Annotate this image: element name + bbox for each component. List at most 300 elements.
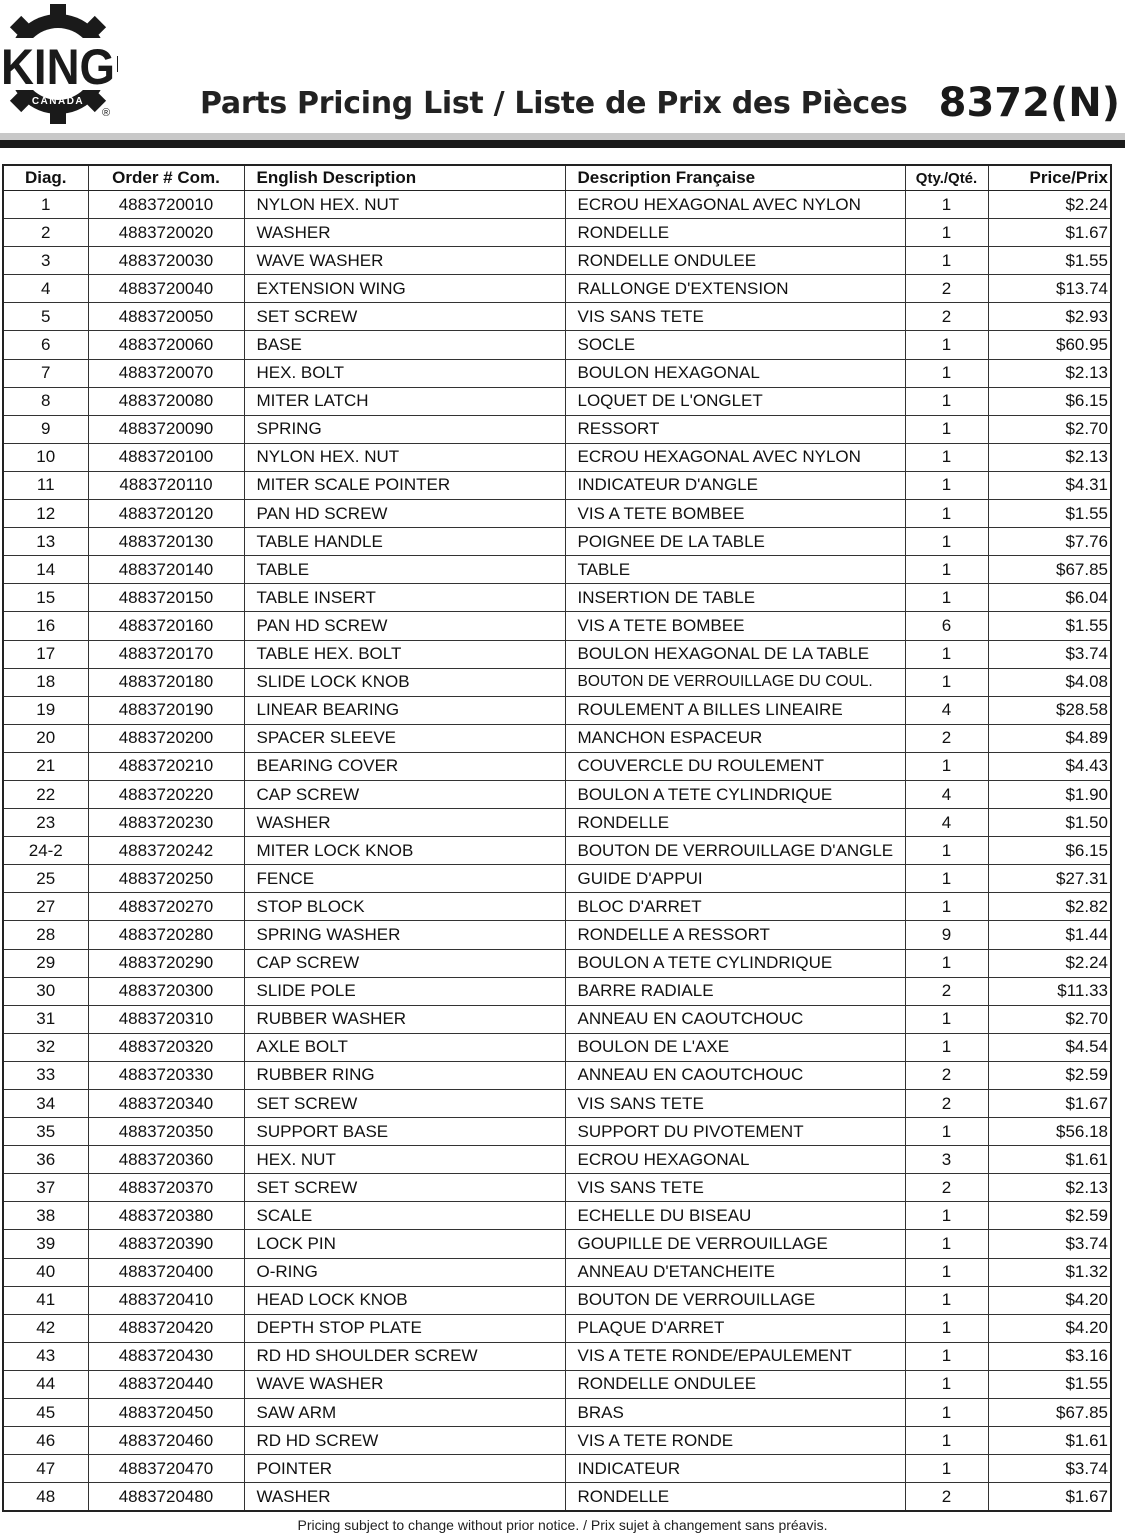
col-header-french: Description Française <box>565 165 905 191</box>
cell-order-number: 4883720160 <box>88 612 244 640</box>
cell-price: $3.74 <box>988 640 1111 668</box>
cell-french-description: RALLONGE D'EXTENSION <box>565 275 905 303</box>
cell-order-number: 4883720210 <box>88 752 244 780</box>
col-header-qty: Qty./Qté. <box>905 165 988 191</box>
cell-diag: 9 <box>3 415 88 443</box>
cell-diag: 11 <box>3 471 88 499</box>
cell-english-description: WAVE WASHER <box>244 247 565 275</box>
cell-french-description: INDICATEUR D'ANGLE <box>565 471 905 499</box>
cell-french-description: VIS A TETE RONDE <box>565 1427 905 1455</box>
cell-french-description: VIS SANS TETE <box>565 1174 905 1202</box>
cell-quantity: 1 <box>905 865 988 893</box>
cell-quantity: 9 <box>905 921 988 949</box>
cell-quantity: 1 <box>905 640 988 668</box>
cell-price: $1.50 <box>988 809 1111 837</box>
cell-french-description: RONDELLE ONDULEE <box>565 1370 905 1398</box>
king-canada-logo <box>0 0 125 128</box>
cell-price: $1.67 <box>988 1483 1111 1512</box>
cell-order-number: 4883720020 <box>88 219 244 247</box>
cell-quantity: 1 <box>905 752 988 780</box>
cell-quantity: 2 <box>905 1483 988 1512</box>
table-row <box>3 1061 1111 1089</box>
cell-quantity: 1 <box>905 500 988 528</box>
col-header-price: Price/Prix <box>988 165 1111 191</box>
cell-price: $4.08 <box>988 668 1111 696</box>
cell-english-description: TABLE INSERT <box>244 584 565 612</box>
table-row <box>3 275 1111 303</box>
cell-diag: 6 <box>3 331 88 359</box>
cell-french-description: INDICATEUR <box>565 1455 905 1483</box>
cell-order-number: 4883720420 <box>88 1314 244 1342</box>
cell-quantity: 2 <box>905 1090 988 1118</box>
cell-price: $4.20 <box>988 1314 1111 1342</box>
cell-order-number: 4883720220 <box>88 780 244 808</box>
cell-quantity: 4 <box>905 780 988 808</box>
cell-english-description: BEARING COVER <box>244 752 565 780</box>
cell-diag: 24-2 <box>3 837 88 865</box>
cell-order-number: 4883720440 <box>88 1370 244 1398</box>
cell-french-description: INSERTION DE TABLE <box>565 584 905 612</box>
cell-diag: 8 <box>3 387 88 415</box>
cell-quantity: 2 <box>905 1174 988 1202</box>
cell-french-description: BARRE RADIALE <box>565 977 905 1005</box>
cell-english-description: FENCE <box>244 865 565 893</box>
table-row <box>3 780 1111 808</box>
cell-diag: 41 <box>3 1286 88 1314</box>
cell-french-description: LOQUET DE L'ONGLET <box>565 387 905 415</box>
cell-english-description: MITER LATCH <box>244 387 565 415</box>
cell-diag: 20 <box>3 724 88 752</box>
cell-english-description: SUPPORT BASE <box>244 1118 565 1146</box>
cell-price: $1.32 <box>988 1258 1111 1286</box>
cell-quantity: 2 <box>905 275 988 303</box>
table-row <box>3 724 1111 752</box>
cell-diag: 28 <box>3 921 88 949</box>
cell-price: $1.61 <box>988 1146 1111 1174</box>
cell-english-description: EXTENSION WING <box>244 275 565 303</box>
cell-order-number: 4883720200 <box>88 724 244 752</box>
cell-order-number: 4883720270 <box>88 893 244 921</box>
cell-price: $1.90 <box>988 780 1111 808</box>
cell-diag: 15 <box>3 584 88 612</box>
table-row <box>3 752 1111 780</box>
cell-order-number: 4883720150 <box>88 584 244 612</box>
cell-quantity: 1 <box>905 471 988 499</box>
cell-price: $11.33 <box>988 977 1111 1005</box>
cell-diag: 35 <box>3 1118 88 1146</box>
table-row <box>3 556 1111 584</box>
table-row <box>3 1090 1111 1118</box>
cell-english-description: SET SCREW <box>244 303 565 331</box>
cell-english-description: SET SCREW <box>244 1174 565 1202</box>
cell-french-description: GOUPILLE DE VERROUILLAGE <box>565 1230 905 1258</box>
cell-french-description: ECROU HEXAGONAL AVEC NYLON <box>565 443 905 471</box>
cell-quantity: 3 <box>905 1146 988 1174</box>
cell-price: $3.74 <box>988 1230 1111 1258</box>
cell-quantity: 1 <box>905 1427 988 1455</box>
table-row <box>3 1483 1111 1512</box>
cell-price: $60.95 <box>988 331 1111 359</box>
cell-diag: 33 <box>3 1061 88 1089</box>
cell-diag: 45 <box>3 1399 88 1427</box>
cell-quantity: 2 <box>905 724 988 752</box>
table-row <box>3 809 1111 837</box>
cell-order-number: 4883720050 <box>88 303 244 331</box>
col-header-english: English Description <box>244 165 565 191</box>
table-row <box>3 1455 1111 1483</box>
cell-order-number: 4883720100 <box>88 443 244 471</box>
cell-quantity: 2 <box>905 303 988 331</box>
cell-english-description: SPRING <box>244 415 565 443</box>
header-rule-gray <box>0 133 1125 140</box>
cell-price: $4.20 <box>988 1286 1111 1314</box>
cell-diag: 3 <box>3 247 88 275</box>
cell-order-number: 4883720130 <box>88 528 244 556</box>
cell-diag: 42 <box>3 1314 88 1342</box>
cell-diag: 47 <box>3 1455 88 1483</box>
cell-english-description: BASE <box>244 331 565 359</box>
cell-diag: 2 <box>3 219 88 247</box>
table-row <box>3 612 1111 640</box>
cell-order-number: 4883720140 <box>88 556 244 584</box>
cell-quantity: 1 <box>905 668 988 696</box>
cell-price: $1.44 <box>988 921 1111 949</box>
cell-order-number: 4883720030 <box>88 247 244 275</box>
cell-quantity: 1 <box>905 1033 988 1061</box>
cell-order-number: 4883720400 <box>88 1258 244 1286</box>
cell-quantity: 1 <box>905 387 988 415</box>
cell-quantity: 1 <box>905 1230 988 1258</box>
cell-diag: 29 <box>3 949 88 977</box>
cell-french-description: RESSORT <box>565 415 905 443</box>
cell-diag: 7 <box>3 359 88 387</box>
cell-price: $2.24 <box>988 949 1111 977</box>
cell-quantity: 4 <box>905 696 988 724</box>
cell-price: $3.74 <box>988 1455 1111 1483</box>
table-row <box>3 247 1111 275</box>
cell-diag: 17 <box>3 640 88 668</box>
cell-quantity: 1 <box>905 837 988 865</box>
cell-french-description: BLOC D'ARRET <box>565 893 905 921</box>
cell-english-description: MITER SCALE POINTER <box>244 471 565 499</box>
cell-order-number: 4883720430 <box>88 1342 244 1370</box>
table-row <box>3 1202 1111 1230</box>
cell-order-number: 4883720310 <box>88 1005 244 1033</box>
parts-table <box>2 164 1112 1512</box>
cell-english-description: PAN HD SCREW <box>244 612 565 640</box>
cell-price: $4.31 <box>988 471 1111 499</box>
cell-diag: 18 <box>3 668 88 696</box>
cell-price: $3.16 <box>988 1342 1111 1370</box>
cell-price: $1.67 <box>988 219 1111 247</box>
cell-english-description: SLIDE LOCK KNOB <box>244 668 565 696</box>
table-row <box>3 949 1111 977</box>
cell-diag: 46 <box>3 1427 88 1455</box>
cell-price: $4.89 <box>988 724 1111 752</box>
cell-english-description: NYLON HEX. NUT <box>244 443 565 471</box>
cell-french-description: ECROU HEXAGONAL AVEC NYLON <box>565 191 905 219</box>
cell-diag: 32 <box>3 1033 88 1061</box>
cell-english-description: HEX. BOLT <box>244 359 565 387</box>
cell-quantity: 1 <box>905 443 988 471</box>
col-header-order: Order # Com. <box>88 165 244 191</box>
cell-price: $27.31 <box>988 865 1111 893</box>
cell-price: $67.85 <box>988 556 1111 584</box>
cell-quantity: 1 <box>905 1258 988 1286</box>
cell-price: $2.59 <box>988 1202 1111 1230</box>
cell-order-number: 4883720090 <box>88 415 244 443</box>
cell-french-description: SUPPORT DU PIVOTEMENT <box>565 1118 905 1146</box>
cell-french-description: RONDELLE <box>565 809 905 837</box>
cell-price: $1.55 <box>988 247 1111 275</box>
cell-english-description: AXLE BOLT <box>244 1033 565 1061</box>
cell-diag: 31 <box>3 1005 88 1033</box>
cell-english-description: LINEAR BEARING <box>244 696 565 724</box>
cell-price: $6.15 <box>988 387 1111 415</box>
cell-english-description: RUBBER WASHER <box>244 1005 565 1033</box>
cell-order-number: 4883720360 <box>88 1146 244 1174</box>
table-row <box>3 1005 1111 1033</box>
cell-price: $28.58 <box>988 696 1111 724</box>
cell-diag: 14 <box>3 556 88 584</box>
table-row <box>3 1118 1111 1146</box>
table-row <box>3 1314 1111 1342</box>
cell-english-description: HEAD LOCK KNOB <box>244 1286 565 1314</box>
cell-french-description: ECROU HEXAGONAL <box>565 1146 905 1174</box>
table-row <box>3 191 1111 219</box>
page-title: Parts Pricing List / Liste de Prix des Pièces <box>200 86 908 121</box>
cell-price: $1.67 <box>988 1090 1111 1118</box>
cell-order-number: 4883720390 <box>88 1230 244 1258</box>
cell-diag: 40 <box>3 1258 88 1286</box>
cell-english-description: WASHER <box>244 1483 565 1512</box>
cell-price: $1.55 <box>988 500 1111 528</box>
cell-english-description: SCALE <box>244 1202 565 1230</box>
cell-french-description: BOUTON DE VERROUILLAGE DU COUL. <box>565 668 905 696</box>
cell-order-number: 4883720230 <box>88 809 244 837</box>
cell-order-number: 4883720290 <box>88 949 244 977</box>
cell-french-description: RONDELLE <box>565 219 905 247</box>
cell-order-number: 4883720330 <box>88 1061 244 1089</box>
cell-order-number: 4883720110 <box>88 471 244 499</box>
cell-english-description: WASHER <box>244 809 565 837</box>
table-row <box>3 1146 1111 1174</box>
cell-french-description: SOCLE <box>565 331 905 359</box>
cell-price: $2.13 <box>988 359 1111 387</box>
cell-quantity: 1 <box>905 893 988 921</box>
table-row <box>3 1342 1111 1370</box>
cell-diag: 39 <box>3 1230 88 1258</box>
cell-french-description: VIS A TETE RONDE/EPAULEMENT <box>565 1342 905 1370</box>
cell-english-description: POINTER <box>244 1455 565 1483</box>
cell-quantity: 1 <box>905 949 988 977</box>
cell-english-description: MITER LOCK KNOB <box>244 837 565 865</box>
cell-price: $1.61 <box>988 1427 1111 1455</box>
cell-quantity: 1 <box>905 359 988 387</box>
cell-price: $2.13 <box>988 1174 1111 1202</box>
cell-price: $67.85 <box>988 1399 1111 1427</box>
cell-french-description: RONDELLE ONDULEE <box>565 247 905 275</box>
cell-diag: 30 <box>3 977 88 1005</box>
cell-french-description: ANNEAU D'ETANCHEITE <box>565 1258 905 1286</box>
cell-quantity: 1 <box>905 1118 988 1146</box>
cell-english-description: RD HD SHOULDER SCREW <box>244 1342 565 1370</box>
cell-order-number: 4883720070 <box>88 359 244 387</box>
table-row <box>3 471 1111 499</box>
cell-quantity: 1 <box>905 1005 988 1033</box>
cell-french-description: RONDELLE <box>565 1483 905 1512</box>
cell-english-description: HEX. NUT <box>244 1146 565 1174</box>
cell-order-number: 4883720470 <box>88 1455 244 1483</box>
table-row <box>3 1258 1111 1286</box>
cell-price: $6.15 <box>988 837 1111 865</box>
table-row <box>3 1427 1111 1455</box>
logo-sub-text: CANADA <box>31 96 85 107</box>
cell-diag: 34 <box>3 1090 88 1118</box>
table-row <box>3 331 1111 359</box>
table-row <box>3 584 1111 612</box>
cell-english-description: TABLE HANDLE <box>244 528 565 556</box>
cell-price: $2.59 <box>988 1061 1111 1089</box>
cell-order-number: 4883720280 <box>88 921 244 949</box>
cell-english-description: PAN HD SCREW <box>244 500 565 528</box>
cell-order-number: 4883720242 <box>88 837 244 865</box>
cell-quantity: 1 <box>905 584 988 612</box>
cell-diag: 25 <box>3 865 88 893</box>
table-row <box>3 893 1111 921</box>
cell-french-description: GUIDE D'APPUI <box>565 865 905 893</box>
cell-english-description: TABLE HEX. BOLT <box>244 640 565 668</box>
cell-diag: 44 <box>3 1370 88 1398</box>
cell-quantity: 1 <box>905 556 988 584</box>
cell-english-description: WAVE WASHER <box>244 1370 565 1398</box>
cell-french-description: ECHELLE DU BISEAU <box>565 1202 905 1230</box>
cell-order-number: 4883720190 <box>88 696 244 724</box>
table-row <box>3 640 1111 668</box>
model-number: 8372(N) <box>938 80 1120 126</box>
cell-price: $2.24 <box>988 191 1111 219</box>
cell-french-description: BOUTON DE VERROUILLAGE <box>565 1286 905 1314</box>
cell-english-description: CAP SCREW <box>244 949 565 977</box>
table-row <box>3 977 1111 1005</box>
cell-french-description: VIS A TETE BOMBEE <box>565 500 905 528</box>
cell-english-description: TABLE <box>244 556 565 584</box>
table-row <box>3 865 1111 893</box>
table-row <box>3 1230 1111 1258</box>
cell-english-description: LOCK PIN <box>244 1230 565 1258</box>
cell-order-number: 4883720300 <box>88 977 244 1005</box>
cell-french-description: POIGNEE DE LA TABLE <box>565 528 905 556</box>
cell-english-description: STOP BLOCK <box>244 893 565 921</box>
table-row <box>3 696 1111 724</box>
cell-diag: 21 <box>3 752 88 780</box>
cell-english-description: O-RING <box>244 1258 565 1286</box>
cell-french-description: ANNEAU EN CAOUTCHOUC <box>565 1061 905 1089</box>
cell-english-description: SAW ARM <box>244 1399 565 1427</box>
cell-diag: 19 <box>3 696 88 724</box>
table-row <box>3 837 1111 865</box>
cell-french-description: VIS A TETE BOMBEE <box>565 612 905 640</box>
table-row <box>3 415 1111 443</box>
cell-french-description: BOULON HEXAGONAL DE LA TABLE <box>565 640 905 668</box>
cell-diag: 23 <box>3 809 88 837</box>
cell-diag: 10 <box>3 443 88 471</box>
cell-diag: 43 <box>3 1342 88 1370</box>
table-row <box>3 443 1111 471</box>
cell-quantity: 1 <box>905 415 988 443</box>
cell-quantity: 1 <box>905 331 988 359</box>
cell-order-number: 4883720460 <box>88 1427 244 1455</box>
cell-french-description: ROULEMENT A BILLES LINEAIRE <box>565 696 905 724</box>
cell-order-number: 4883720080 <box>88 387 244 415</box>
cell-diag: 48 <box>3 1483 88 1512</box>
cell-order-number: 4883720040 <box>88 275 244 303</box>
cell-french-description: VIS SANS TETE <box>565 1090 905 1118</box>
cell-english-description: NYLON HEX. NUT <box>244 191 565 219</box>
table-row <box>3 528 1111 556</box>
cell-english-description: SET SCREW <box>244 1090 565 1118</box>
cell-diag: 37 <box>3 1174 88 1202</box>
cell-french-description: RONDELLE A RESSORT <box>565 921 905 949</box>
table-row <box>3 387 1111 415</box>
cell-quantity: 6 <box>905 612 988 640</box>
cell-diag: 16 <box>3 612 88 640</box>
cell-quantity: 1 <box>905 1202 988 1230</box>
cell-diag: 5 <box>3 303 88 331</box>
table-row <box>3 500 1111 528</box>
cell-french-description: BOUTON DE VERROUILLAGE D'ANGLE <box>565 837 905 865</box>
cell-order-number: 4883720350 <box>88 1118 244 1146</box>
cell-quantity: 1 <box>905 219 988 247</box>
cell-quantity: 2 <box>905 977 988 1005</box>
cell-price: $6.04 <box>988 584 1111 612</box>
cell-diag: 38 <box>3 1202 88 1230</box>
cell-quantity: 1 <box>905 247 988 275</box>
cell-quantity: 4 <box>905 809 988 837</box>
cell-french-description: BOULON A TETE CYLINDRIQUE <box>565 949 905 977</box>
table-row <box>3 1033 1111 1061</box>
cell-quantity: 1 <box>905 1399 988 1427</box>
table-header-row <box>3 165 1111 191</box>
cell-order-number: 4883720340 <box>88 1090 244 1118</box>
cell-english-description: WASHER <box>244 219 565 247</box>
cell-price: $2.82 <box>988 893 1111 921</box>
cell-order-number: 4883720320 <box>88 1033 244 1061</box>
logo-registered-mark: ® <box>101 107 111 119</box>
col-header-diag: Diag. <box>3 165 88 191</box>
cell-diag: 22 <box>3 780 88 808</box>
cell-french-description: BOULON HEXAGONAL <box>565 359 905 387</box>
cell-price: $2.93 <box>988 303 1111 331</box>
table-row <box>3 359 1111 387</box>
cell-price: $13.74 <box>988 275 1111 303</box>
cell-french-description: PLAQUE D'ARRET <box>565 1314 905 1342</box>
cell-order-number: 4883720120 <box>88 500 244 528</box>
cell-english-description: DEPTH STOP PLATE <box>244 1314 565 1342</box>
cell-french-description: TABLE <box>565 556 905 584</box>
cell-quantity: 1 <box>905 1286 988 1314</box>
table-row <box>3 303 1111 331</box>
cell-english-description: RUBBER RING <box>244 1061 565 1089</box>
table-row <box>3 1370 1111 1398</box>
cell-price: $1.55 <box>988 612 1111 640</box>
cell-order-number: 4883720010 <box>88 191 244 219</box>
cell-price: $2.13 <box>988 443 1111 471</box>
cell-order-number: 4883720480 <box>88 1483 244 1512</box>
pricing-note: Pricing subject to change without prior notice. / Prix sujet à changement sans préavis. <box>297 1517 828 1533</box>
cell-price: $4.54 <box>988 1033 1111 1061</box>
cell-order-number: 4883720170 <box>88 640 244 668</box>
